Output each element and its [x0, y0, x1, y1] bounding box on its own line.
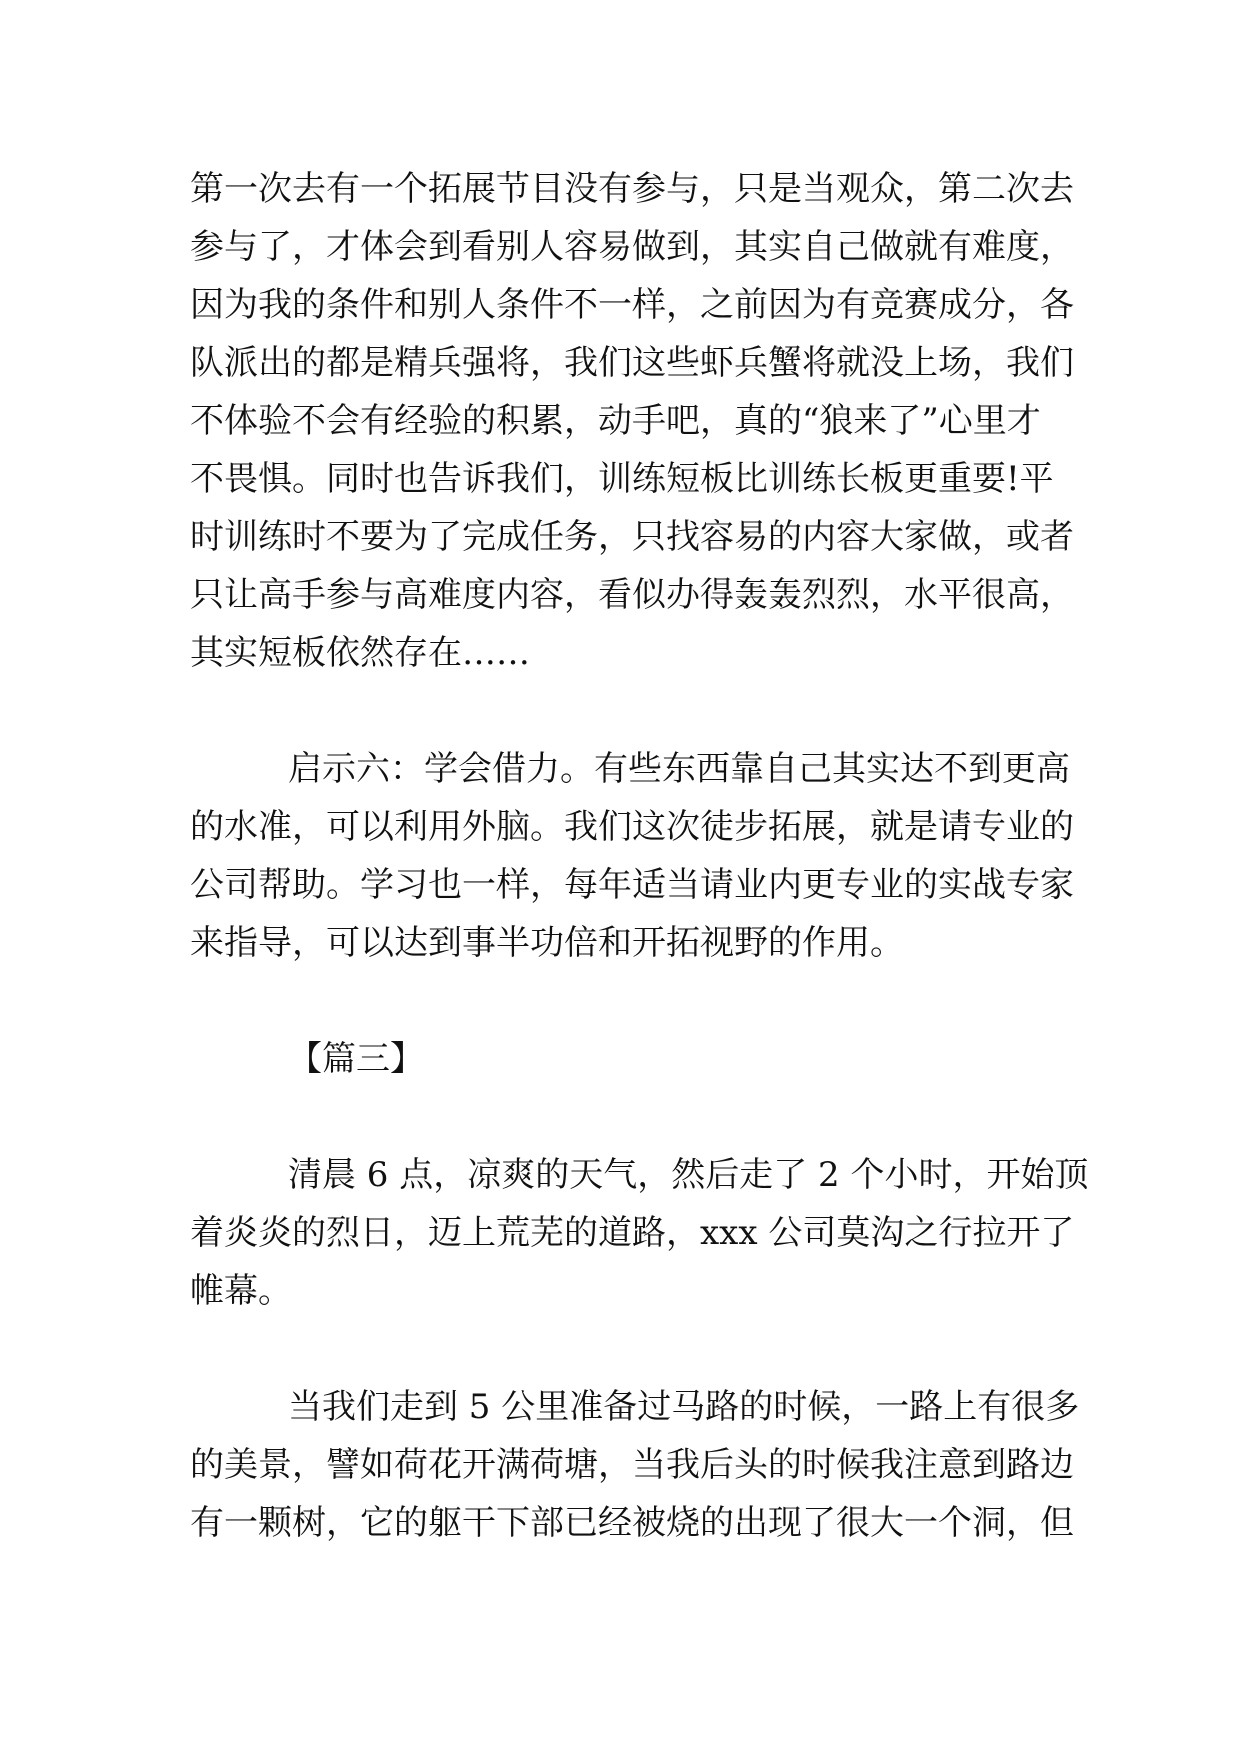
paragraph-spacer — [190, 1088, 1060, 1146]
document-body — [190, 160, 1089, 1552]
paragraph-line: 有一颗树，它的躯干下部已经被烧的出现了很大一个洞，但 — [190, 1503, 1074, 1543]
paragraph-spacer — [190, 972, 1060, 1030]
paragraph-line: 来指导，可以达到事半功倍和开拓视野的作用。 — [190, 923, 904, 963]
paragraph-line: 参与了，才体会到看别人容易做到，其实自己做就有难度， — [190, 227, 1074, 267]
paragraph-line: 公司帮助。学习也一样，每年适当请业内更专业的实战专家 — [190, 865, 1074, 905]
paragraph-1 — [190, 160, 1074, 682]
paragraph-line: 当我们走到 5 公里准备过马路的时候，一路上有很多 — [288, 1387, 1080, 1427]
paragraph-line: 第一次去有一个拓展节目没有参与，只是当观众，第二次去 — [190, 169, 1074, 209]
paragraph-line: 清晨 6 点，凉爽的天气，然后走了 2 个小时，开始顶 — [288, 1155, 1089, 1195]
paragraph-line: 不体验不会有经验的积累，动手吧，真的“狼来了”心里才 — [190, 401, 1041, 441]
paragraph-2 — [190, 740, 1074, 972]
paragraph-3 — [190, 1146, 1089, 1320]
paragraph-line: 只让高手参与高难度内容，看似办得轰轰烈烈，水平很高， — [190, 575, 1074, 615]
paragraph-line: 时训练时不要为了完成任务，只找容易的内容大家做，或者 — [190, 517, 1074, 557]
paragraph-line: 的水准，可以利用外脑。我们这次徒步拓展，就是请专业的 — [190, 807, 1074, 847]
paragraph-4 — [190, 1378, 1080, 1552]
paragraph-line: 不畏惧。同时也告诉我们，训练短板比训练长板更重要!平 — [190, 459, 1054, 499]
paragraph-spacer — [190, 682, 1060, 740]
paragraph-spacer — [190, 1320, 1060, 1378]
paragraph-line: 启示六：学会借力。有些东西靠自己其实达不到更高 — [288, 749, 1070, 789]
paragraph-line: 队派出的都是精兵强将，我们这些虾兵蟹将就没上场，我们 — [190, 343, 1074, 383]
paragraph-line: 帷幕。 — [190, 1271, 292, 1311]
paragraph-line: 着炎炎的烈日，迈上荒芜的道路，xxx 公司莫沟之行拉开了 — [190, 1213, 1075, 1253]
paragraph-line: 的美景，譬如荷花开满荷塘，当我后头的时候我注意到路边 — [190, 1445, 1074, 1485]
section-heading: 【篇三】 — [288, 1039, 424, 1079]
paragraph-line: 其实短板依然存在…… — [190, 633, 530, 673]
paragraph-line: 因为我的条件和别人条件不一样，之前因为有竞赛成分，各 — [190, 285, 1074, 325]
